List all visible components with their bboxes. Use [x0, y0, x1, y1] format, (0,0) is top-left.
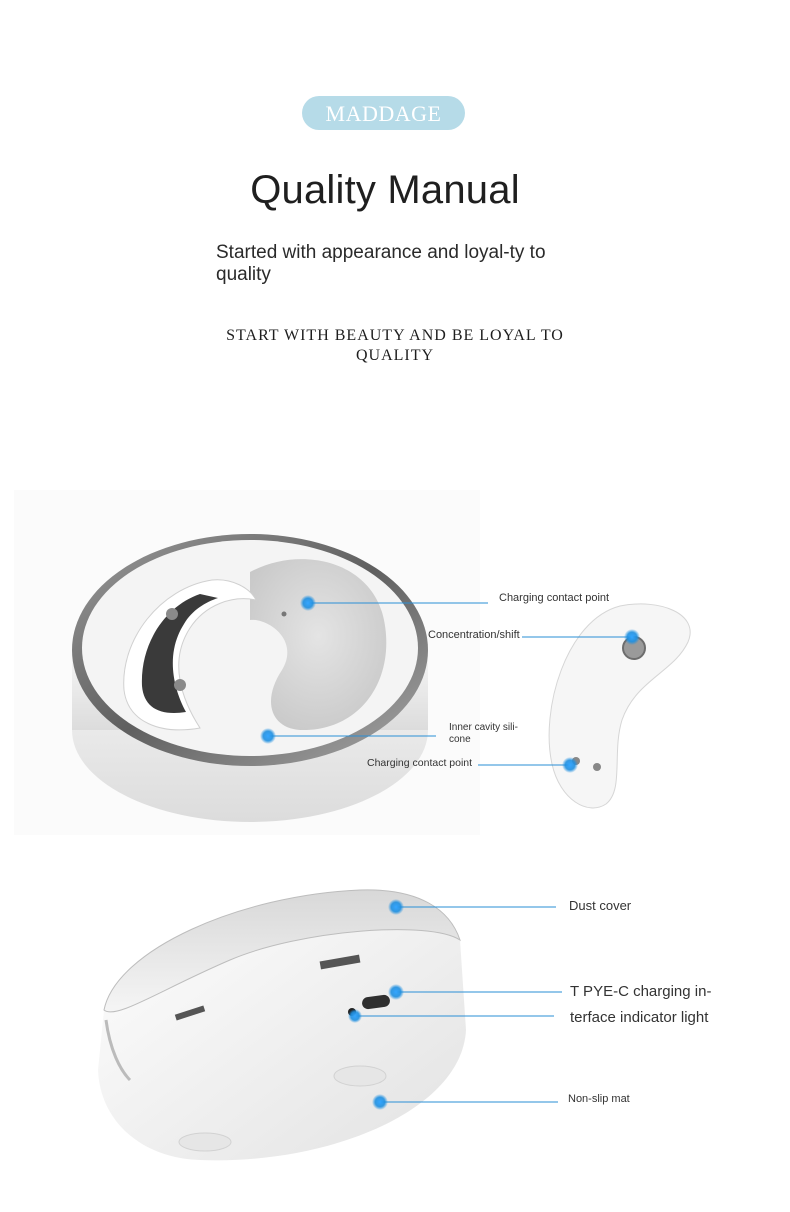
tagline: START WITH BEAUTY AND BE LOYAL TO QUALITY	[226, 327, 564, 364]
charging-case	[72, 534, 428, 822]
label-charging-contact-top: Charging contact point	[499, 592, 610, 604]
page-subtitle: Started with appearance and loyal-ty to quality	[216, 242, 546, 285]
crescent-device	[549, 604, 690, 808]
device-body	[549, 604, 690, 808]
label-concentration-shift: Concentration/shift	[428, 629, 520, 641]
label-non-slip-mat: Non-slip mat	[568, 1093, 630, 1105]
label-inner-cavity: Inner cavity sili-cone	[449, 722, 518, 745]
page-title: Quality Manual	[250, 168, 520, 212]
case-bottom-view	[98, 890, 466, 1160]
label-typec-charging: T PYE-C charging in-terface indicator light	[570, 983, 712, 1026]
label-charging-contact-bottom: Charging contact point	[367, 757, 473, 769]
brand-badge: MADDAGE	[302, 96, 465, 130]
label-dust-cover: Dust cover	[569, 898, 632, 913]
